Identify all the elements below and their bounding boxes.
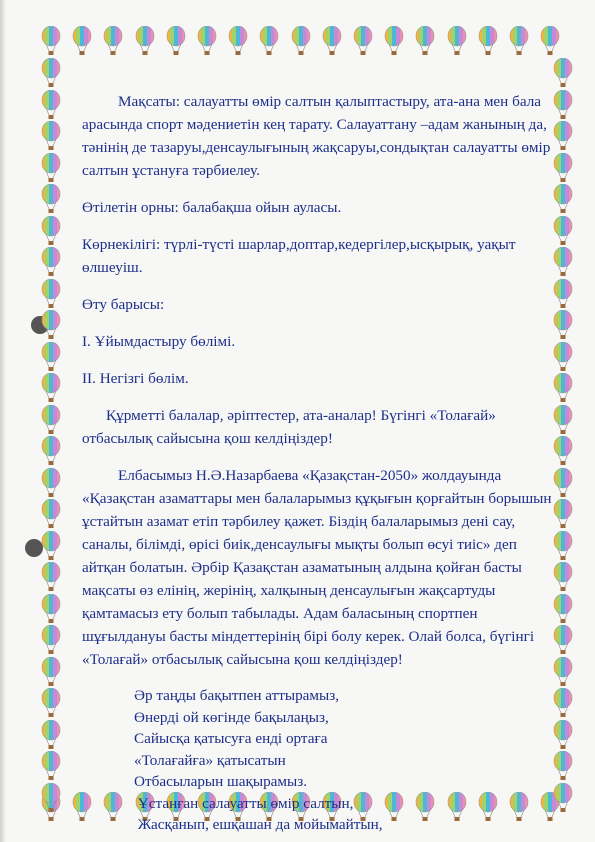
hot-air-balloon-icon (383, 26, 405, 56)
hot-air-balloon-icon (40, 468, 62, 498)
hot-air-balloon-icon (508, 26, 530, 56)
hot-air-balloon-icon (552, 90, 574, 120)
hot-air-balloon-icon (477, 26, 499, 56)
hot-air-balloon-icon (446, 26, 468, 56)
hot-air-balloon-icon (552, 783, 574, 813)
poem-line: «Толағайға» қатысатын (134, 751, 286, 769)
hot-air-balloon-icon (40, 531, 62, 561)
hot-air-balloon-icon (40, 688, 62, 718)
hot-air-balloon-icon (40, 783, 62, 813)
hot-air-balloon-icon (227, 26, 249, 56)
hot-air-balloon-icon (40, 26, 62, 56)
poem-line: Ұстанған салауатты өмір салтын, (134, 794, 354, 812)
hot-air-balloon-icon (552, 720, 574, 750)
venue-paragraph: Өтілетін орны: балабақша ойын ауласы. (82, 199, 342, 216)
hot-air-balloon-icon (40, 58, 62, 88)
hot-air-balloon-icon (552, 499, 574, 529)
hot-air-balloon-icon (552, 342, 574, 372)
hot-air-balloon-icon (290, 26, 312, 56)
hot-air-balloon-icon (196, 26, 218, 56)
goal-paragraph: Мақсаты: салауатты өмір салтын қалыптастыру, ата-ана мен бала арасында спорт мәдениетін кең тарату. Салауаттану –адам жанының да, тәнінің де тазаруы,денсаулығының жақсаруы,сондықтан салауатты өмір салтын ұстануға тәрбиелеу. (82, 93, 551, 179)
section-2-heading: II. Негізгі бөлім. (82, 370, 189, 387)
hot-air-balloon-icon (134, 26, 156, 56)
hot-air-balloon-icon (102, 26, 124, 56)
hot-air-balloon-icon (40, 184, 62, 214)
main-paragraph: Елбасымыз Н.Ә.Назарбаева «Қазақстан-2050» жолдауында «Қазақстан азаматтары мен балаларымыз құқығын қорғайтын борышын ұстайтын азамат етіп тәрбилеу қажет. Біздің балаларымыз дені сау, саналы, білімді, өрісі биік,денсаулығы мықты болып өсуі тиіс» деп айтқан болатын. Әрбір Қазақстан азаматының алдына қойған басты мақсаты өз елінің, жерінің, халқының денсаулығын жақсартуды қамтамасыз ету болып табылады. Адам баласының спортпен шұғылдануы басты міндеттерінің бірі болу керек. Олай болса, бүгінгі «Толағай» отбасылық сайысына қош келдіңіздер! (82, 467, 552, 668)
hot-air-balloon-icon (40, 436, 62, 466)
hot-air-balloon-icon (552, 562, 574, 592)
hot-air-balloon-icon (552, 373, 574, 403)
hot-air-balloon-icon (552, 688, 574, 718)
hot-air-balloon-icon (352, 26, 374, 56)
hot-air-balloon-icon (552, 58, 574, 88)
hot-air-balloon-icon (552, 216, 574, 246)
hot-air-balloon-icon (71, 26, 93, 56)
hot-air-balloon-icon (40, 562, 62, 592)
hot-air-balloon-icon (258, 26, 280, 56)
hot-air-balloon-icon (40, 405, 62, 435)
hot-air-balloon-icon (40, 499, 62, 529)
hot-air-balloon-icon (414, 26, 436, 56)
hot-air-balloon-icon (165, 26, 187, 56)
hot-air-balloon-icon (40, 153, 62, 183)
hot-air-balloon-icon (40, 310, 62, 340)
hot-air-balloon-icon (40, 247, 62, 277)
hot-air-balloon-icon (539, 26, 561, 56)
hot-air-balloon-icon (552, 531, 574, 561)
hot-air-balloon-icon (552, 436, 574, 466)
visual-aids-paragraph: Көрнекілігі: түрлі-түсті шарлар,доптар,кедергілер,ысқырық, уақыт өлшеуіш. (82, 236, 516, 276)
page-edge-shadow (0, 0, 6, 842)
hot-air-balloon-icon (552, 751, 574, 781)
poem-line: Жасқанып, ешқашан да мойымайтын, (134, 816, 383, 833)
poem (134, 685, 552, 836)
poem-line: Отбасыларын шақырамыз. (134, 773, 308, 790)
hot-air-balloon-icon (552, 153, 574, 183)
hot-air-balloon-icon (40, 90, 62, 120)
hot-air-balloon-icon (552, 625, 574, 655)
greeting-paragraph: Құрметті балалар, әріптестер, ата-аналар! Бүгінгі «Толағай» отбасылық сайысына қош келдіңіздер! (82, 407, 496, 447)
hot-air-balloon-icon (40, 720, 62, 750)
hot-air-balloon-icon (40, 373, 62, 403)
poem-line: Сайысқа қатысуға енді ортаға (134, 730, 328, 747)
poem-line: Әр таңды бақытпен аттырамыз, (134, 687, 340, 704)
hot-air-balloon-icon (40, 121, 62, 151)
hot-air-balloon-icon (321, 26, 343, 56)
poem-line: Өнерді ой көгінде бақылаңыз, (134, 708, 329, 726)
hot-air-balloon-icon (40, 657, 62, 687)
hot-air-balloon-icon (552, 657, 574, 687)
hot-air-balloon-icon (552, 405, 574, 435)
hot-air-balloon-icon (40, 625, 62, 655)
hot-air-balloon-icon (40, 216, 62, 246)
hot-air-balloon-icon (552, 121, 574, 151)
hot-air-balloon-icon (40, 751, 62, 781)
hot-air-balloon-icon (552, 279, 574, 309)
hot-air-balloon-icon (552, 468, 574, 498)
document-body (82, 90, 552, 836)
hot-air-balloon-icon (552, 247, 574, 277)
section-1-heading: I. Ұйымдастыру бөлімі. (82, 333, 236, 350)
hot-air-balloon-icon (552, 594, 574, 624)
process-heading: Өту барысы: (82, 296, 165, 313)
hot-air-balloon-icon (40, 279, 62, 309)
hot-air-balloon-icon (552, 310, 574, 340)
hot-air-balloon-icon (40, 594, 62, 624)
hot-air-balloon-icon (552, 184, 574, 214)
hot-air-balloon-icon (40, 342, 62, 372)
